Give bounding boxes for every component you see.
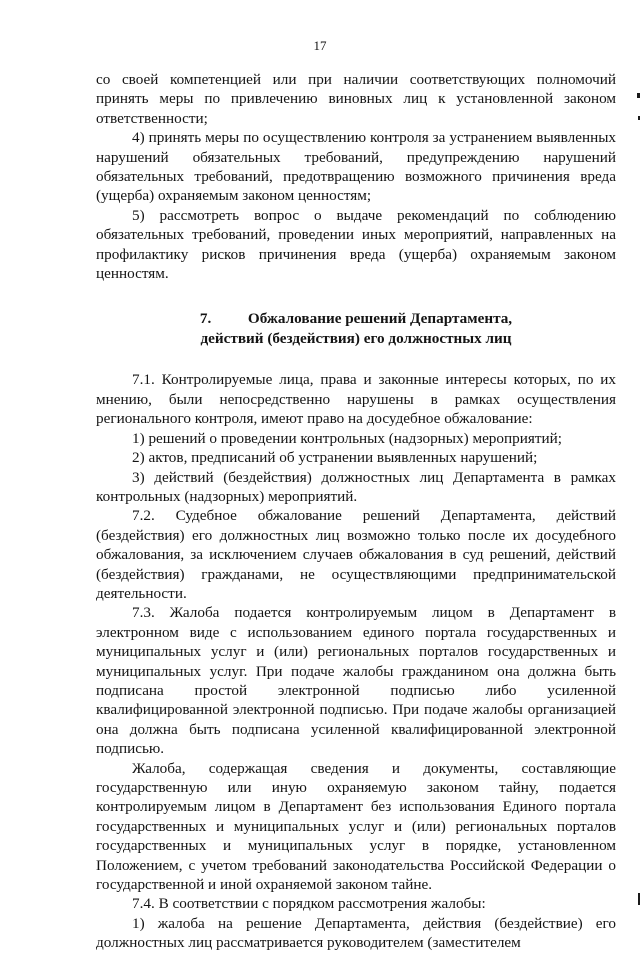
paragraph-item-4: 4) принять меры по осуществлению контроля за устранением выявленных нарушений обязательных требований, предупреждению нарушений обязательных требований, предотвращению возможного причинения вреда (ущерба) охраняемым законом ценностям; xyxy=(96,129,616,205)
paragraph-item-5: 5) рассмотреть вопрос о выдаче рекомендаций по соблюдению обязательных требований, проведении иных мероприятий, направленных на профилактику рисков причинения вреда (ущерба) охраняемым законом ценностям. xyxy=(96,206,616,283)
document-body xyxy=(96,70,616,953)
paragraph-7-1: 7.1. Контролируемые лица, права и законные интересы которых, по их мнению, были непосредственно нарушены в рамках осуществления регионального контроля, имеют право на досудебное обжалование: xyxy=(96,371,616,428)
list-item-7-4-1: 1) жалоба на решение Департамента, действия (бездействие) его должностных лиц рассматривается руководителем (заместителем xyxy=(96,914,616,952)
paragraph-7-3: 7.3. Жалоба подается контролируемым лицом в Департамент в электронном виде с использованием единого портала государственных и муниципальных услуг и (или) региональных порталов государственных и муниципальных услуг. При подаче жалобы гражданином она должна быть подписана простой электронной подписью либо усиленной квалифицированной электронной подписью. При подаче жалобы организацией она должна быть подписана усиленной квалифицированной электронной подписью. xyxy=(96,604,616,758)
section-heading xyxy=(96,309,616,348)
page-number: 17 xyxy=(313,38,327,53)
list-item-2: 2) актов, предписаний об устранении выявленных нарушений; xyxy=(132,449,538,467)
paragraph-complaint-secret: Жалоба, содержащая сведения и документы, составляющие государственную или иную охраняемую законом тайну, подается контролируемым лицом в Департамент без использования Единого портала государственных и муниципальных услуг и (или) региональных порталов государственных и муниципальных услуг в порядке, установленном Положением, с учетом требований законодательства Российской Федерации о государственной и иной охраняемой законом тайне. xyxy=(96,759,616,894)
paragraph-7-2: 7.2. Судебное обжалование решений Департамента, действий (бездействия) его должностных лиц возможно только после их досудебного обжалования, за исключением случаев обжалования в суд решений, действий (бездействия) гражданами, не осуществляющими предпринимательской деятельности. xyxy=(96,507,616,602)
paragraph-continuation: со своей компетенцией или при наличии соответствующих полномочий принять меры по привлечению виновных лиц к установленной законом ответственности; xyxy=(96,71,616,127)
section-number: 7. xyxy=(199,310,212,328)
list-item-3: 3) действий (бездействия) должностных лиц Департамента в рамках контрольных (надзорных) мероприятий. xyxy=(96,468,616,505)
section-title-line1: Обжалование решений Департамента, xyxy=(247,310,513,328)
list-item-1: 1) решений о проведении контрольных (надзорных) мероприятий; xyxy=(132,429,562,447)
section-title-line2: действий (бездействия) его должностных лиц xyxy=(200,329,512,347)
paragraph-7-4: 7.4. В соответствии с порядком рассмотрения жалобы: xyxy=(132,895,486,913)
